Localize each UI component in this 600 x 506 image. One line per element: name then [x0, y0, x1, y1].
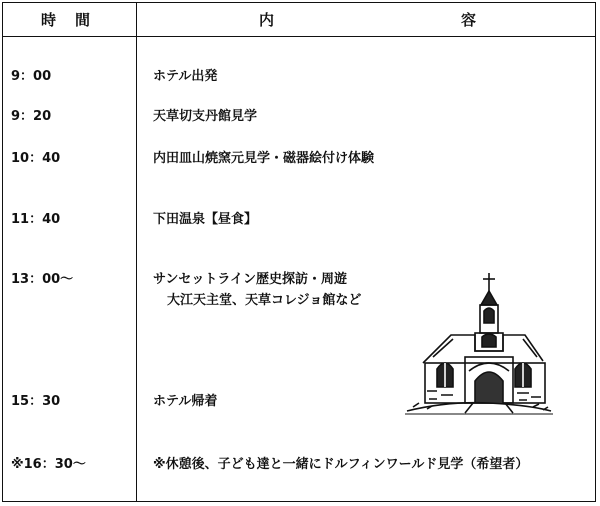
row-content: ホテル帰着: [153, 394, 218, 409]
header-content-left: 内: [259, 11, 277, 29]
row-time: 11：40: [11, 212, 61, 227]
row-time: 10：40: [11, 151, 61, 166]
row-time: 13：00～: [11, 272, 74, 287]
column-divider: [136, 3, 137, 501]
row-time: 15：30: [11, 394, 61, 409]
row-content: 下田温泉【昼食】: [153, 212, 258, 227]
row-content: 天草切支丹館見学: [153, 109, 258, 124]
row-time: 9：20: [11, 109, 52, 124]
header-time: 時 間: [41, 11, 93, 29]
row-time: 9：00: [11, 69, 52, 84]
row-content: ※休憩後、子ども達と一緒にドルフィンワールド見学（希望者）: [153, 457, 529, 472]
row-content-sub: 大江天主堂、天草コレジョ館など: [167, 293, 362, 308]
row-time: ※16：30～: [11, 457, 86, 472]
church-icon: [403, 271, 555, 416]
row-content: サンセットライン歴史探訪・周遊: [153, 272, 347, 287]
table-header: [3, 3, 595, 37]
header-content-right: 容: [461, 11, 479, 29]
schedule-table: [2, 2, 596, 502]
row-content: 内田皿山焼窯元見学・磁器絵付け体験: [153, 151, 375, 166]
row-content: ホテル出発: [153, 69, 218, 84]
